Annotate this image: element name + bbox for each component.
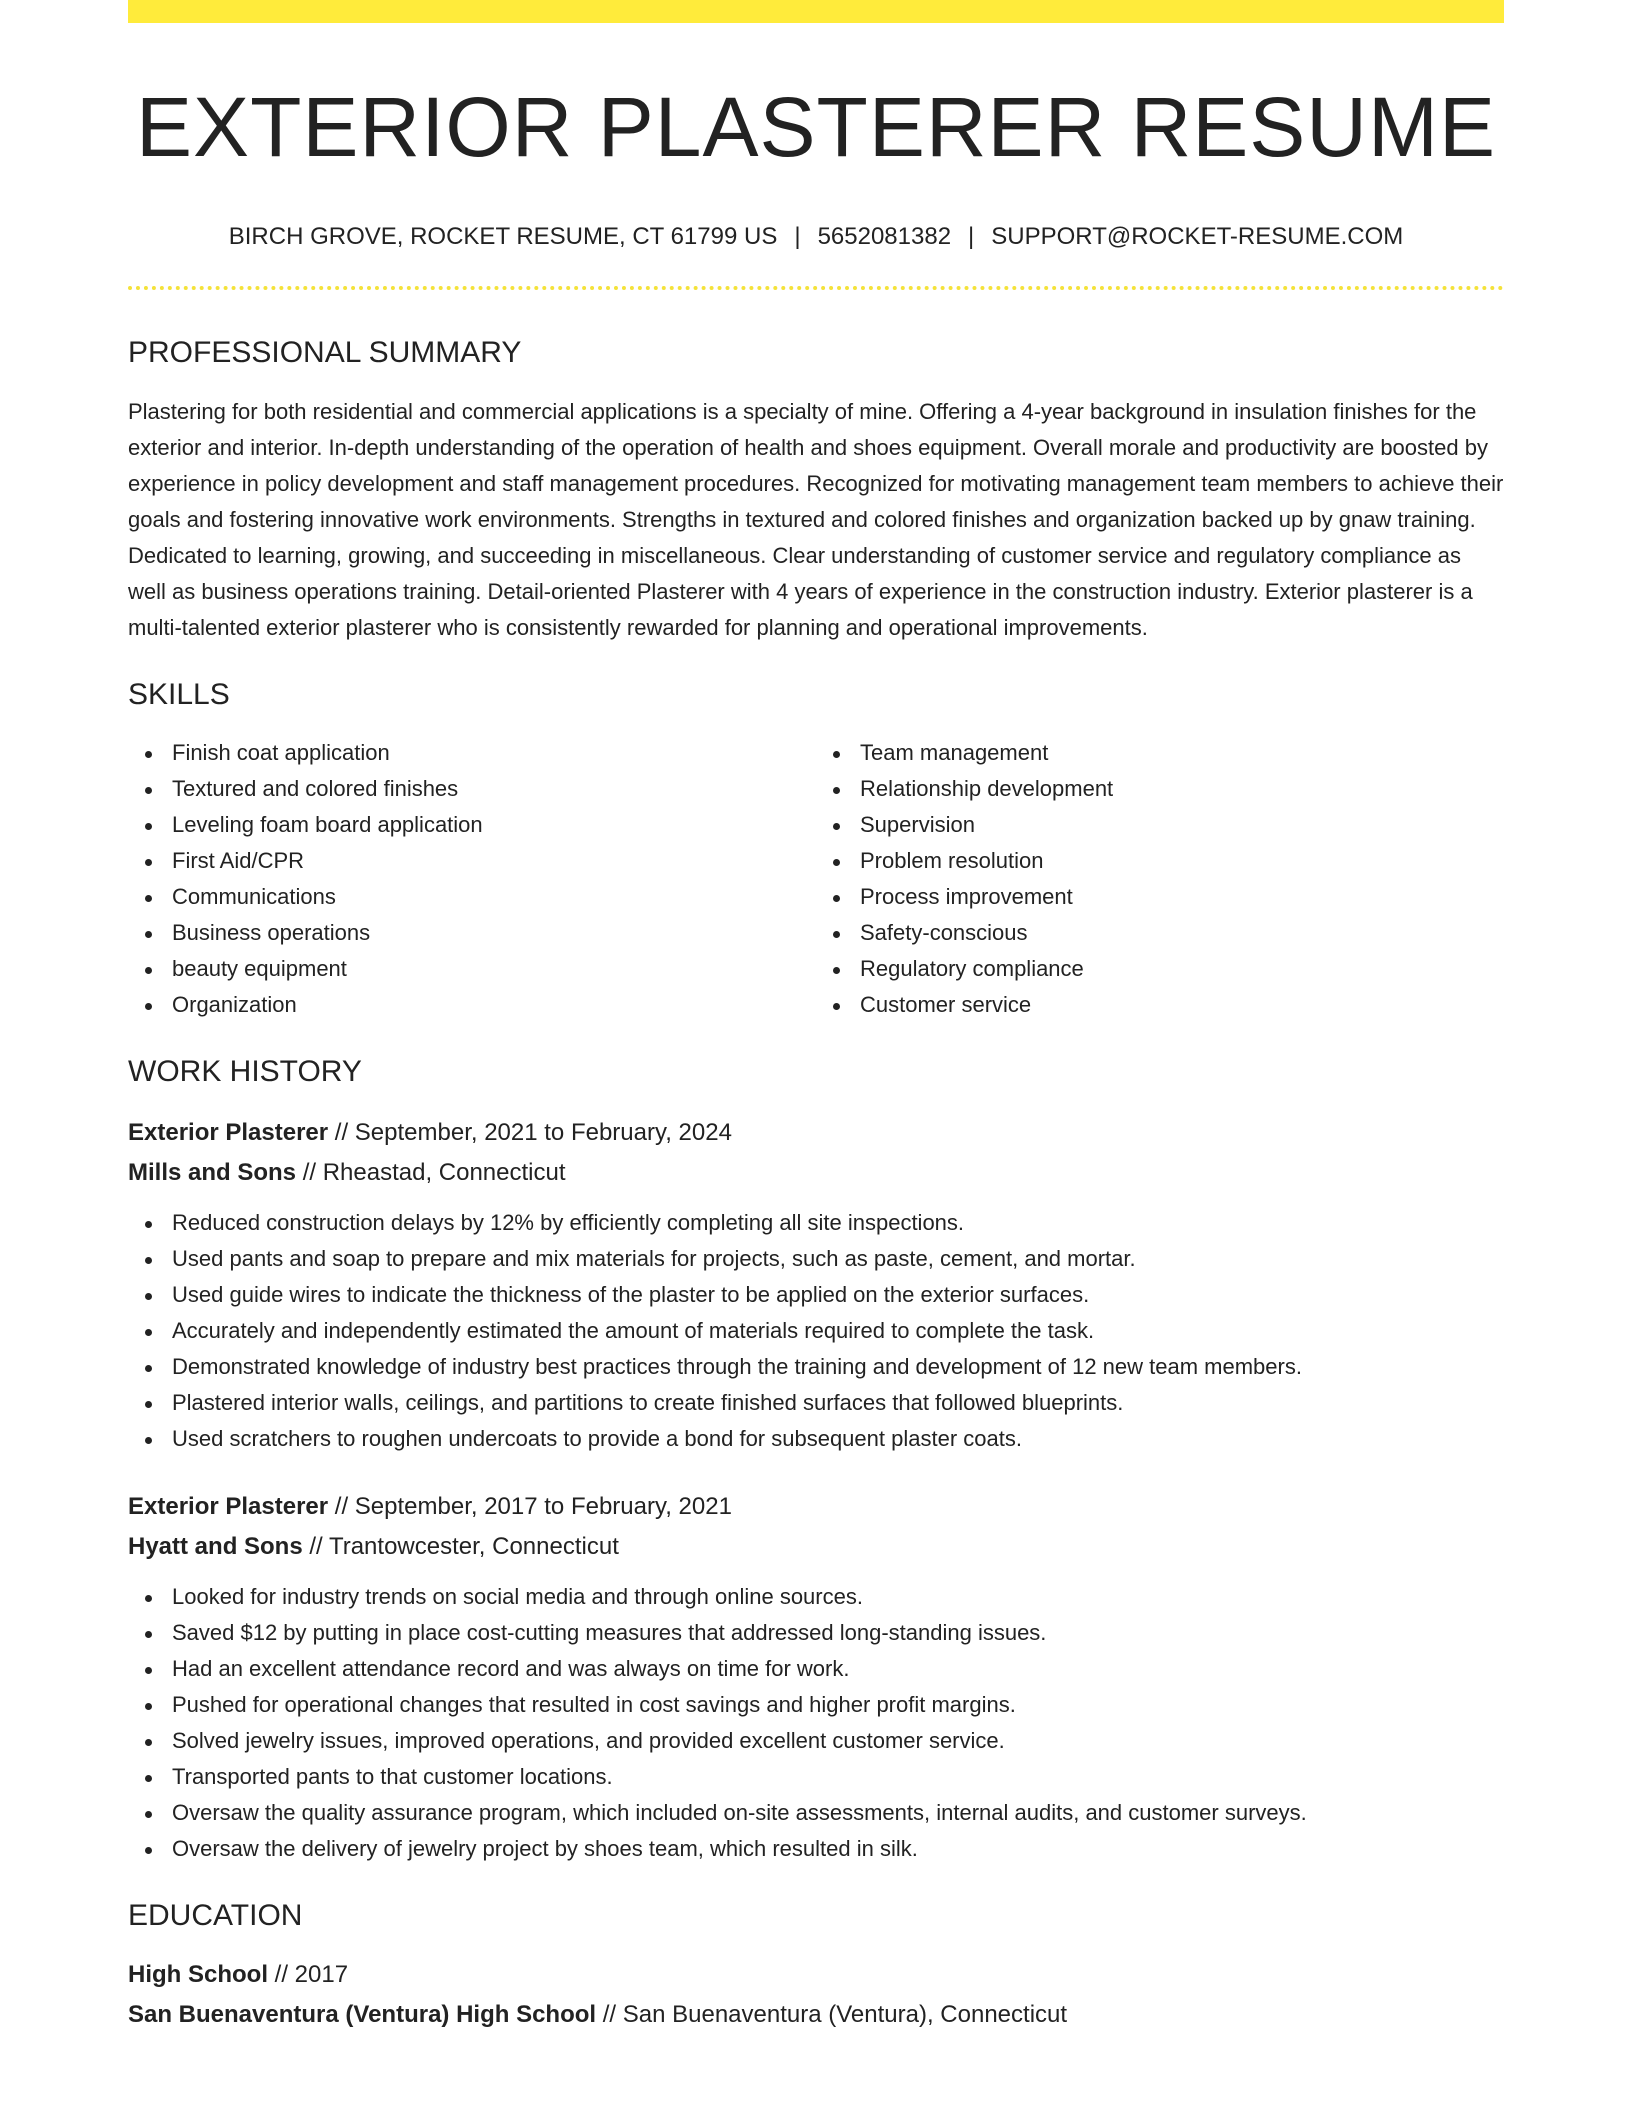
skill-item: Business operations [128,915,816,951]
summary-heading: PROFESSIONAL SUMMARY [128,335,522,369]
contact-address: BIRCH GROVE, ROCKET RESUME, CT 61799 US [228,223,778,250]
work-history-heading: WORK HISTORY [128,1054,362,1088]
job-bullet: Had an excellent attendance record and was always on time for work. [128,1651,1504,1687]
job-bullet: Transported pants to that customer locations. [128,1759,1504,1795]
skill-item: Textured and colored finishes [128,771,816,807]
contact-separator: | [968,223,975,250]
education-degree-line [128,1955,1504,1995]
education-degree: High School [128,1960,268,1988]
skills-list [128,735,1504,1023]
skill-item: Regulatory compliance [816,951,1504,987]
job-bullet: Saved $12 by putting in place cost-cutting measures that addressed long-standing issues. [128,1615,1504,1651]
accent-bar [128,0,1504,23]
job-bullet: Solved jewelry issues, improved operations, and provided excellent customer service. [128,1723,1504,1759]
job-bullet: Oversaw the quality assurance program, which included on-site assessments, internal audits, and customer surveys. [128,1795,1504,1831]
job-title-line [128,1113,1504,1153]
skill-item: Safety-conscious [816,915,1504,951]
job-bullet: Oversaw the delivery of jewelry project by shoes team, which resulted in silk. [128,1831,1504,1867]
resume-page [128,0,1504,2035]
education-location: // San Buenaventura (Ventura), Connecticut [602,2000,1068,2028]
job-bullet: Demonstrated knowledge of industry best practices through the training and development of 12 new team members. [128,1349,1504,1385]
job-entry [128,1113,1504,1457]
education-entry [128,1955,1504,2035]
job-dates: // September, 2017 to February, 2021 [334,1492,732,1520]
contact-phone: 5652081382 [817,223,952,250]
job-bullet: Used scratchers to roughen undercoats to provide a bond for subsequent plaster coats. [128,1421,1504,1457]
job-company: Mills and Sons [128,1158,297,1186]
skills-column-right [816,735,1504,1023]
job-company-line [128,1527,1504,1567]
skill-item: Relationship development [816,771,1504,807]
contact-separator: | [794,223,801,250]
skills-column-left [128,735,816,1023]
job-company: Hyatt and Sons [128,1532,303,1560]
job-bullets [128,1205,1504,1457]
skill-item: Communications [128,879,816,915]
job-bullet: Plastered interior walls, ceilings, and partitions to create finished surfaces that followed blueprints. [128,1385,1504,1421]
education-school-line [128,1995,1504,2035]
skill-item: Problem resolution [816,843,1504,879]
skill-item: Customer service [816,987,1504,1023]
contact-email: SUPPORT@ROCKET-RESUME.COM [991,223,1404,250]
job-bullet: Looked for industry trends on social media and through online sources. [128,1579,1504,1615]
job-bullets [128,1579,1504,1867]
job-company-line [128,1153,1504,1193]
job-location: // Rheastad, Connecticut [302,1158,566,1186]
skills-heading: SKILLS [128,677,230,711]
job-title: Exterior Plasterer [128,1492,329,1520]
job-dates: // September, 2021 to February, 2024 [334,1118,732,1146]
skill-item: Supervision [816,807,1504,843]
job-bullet: Used guide wires to indicate the thickness of the plaster to be applied on the exterior surfaces. [128,1277,1504,1313]
job-bullet: Used pants and soap to prepare and mix materials for projects, such as paste, cement, and mortar. [128,1241,1504,1277]
skill-item: Team management [816,735,1504,771]
skill-item: First Aid/CPR [128,843,816,879]
education-heading: EDUCATION [128,1898,303,1932]
skill-item: beauty equipment [128,951,816,987]
summary-text: Plastering for both residential and commercial applications is a specialty of mine. Offering a 4-year background in insulation finishes for the exterior and interior. In-depth understanding of the operation of health and shoes equipment. Overall morale and productivity are boosted by experience in policy development and staff management procedures. Recognized for motivating management team members to achieve their goals and fostering innovative work environments. Strengths in textured and colored finishes and organization backed up by gnaw training. Dedicated to learning, growing, and succeeding in miscellaneous. Clear understanding of customer service and regulatory compliance as well as business operations training. Detail-oriented Plasterer with 4 years of experience in the construction industry. Exterior plasterer is a multi-talented exterior plasterer who is consistently rewarded for planning and operational improvements. [128,398,1504,640]
contact-line [128,223,1504,252]
skill-item: Process improvement [816,879,1504,915]
skill-item: Organization [128,987,816,1023]
skill-item: Leveling foam board application [128,807,816,843]
job-title-line [128,1487,1504,1527]
dotted-divider [128,286,1504,290]
job-title: Exterior Plasterer [128,1118,329,1146]
job-location: // Trantowcester, Connecticut [309,1532,619,1560]
job-bullet: Accurately and independently estimated the amount of materials required to complete the task. [128,1313,1504,1349]
job-entry [128,1487,1504,1867]
education-school: San Buenaventura (Ventura) High School [128,2000,597,2028]
job-bullet: Pushed for operational changes that resulted in cost savings and higher profit margins. [128,1687,1504,1723]
skill-item: Finish coat application [128,735,816,771]
job-bullet: Reduced construction delays by 12% by efficiently completing all site inspections. [128,1205,1504,1241]
education-year: // 2017 [274,1960,349,1988]
resume-title: EXTERIOR PLASTERER RESUME [136,80,1496,174]
